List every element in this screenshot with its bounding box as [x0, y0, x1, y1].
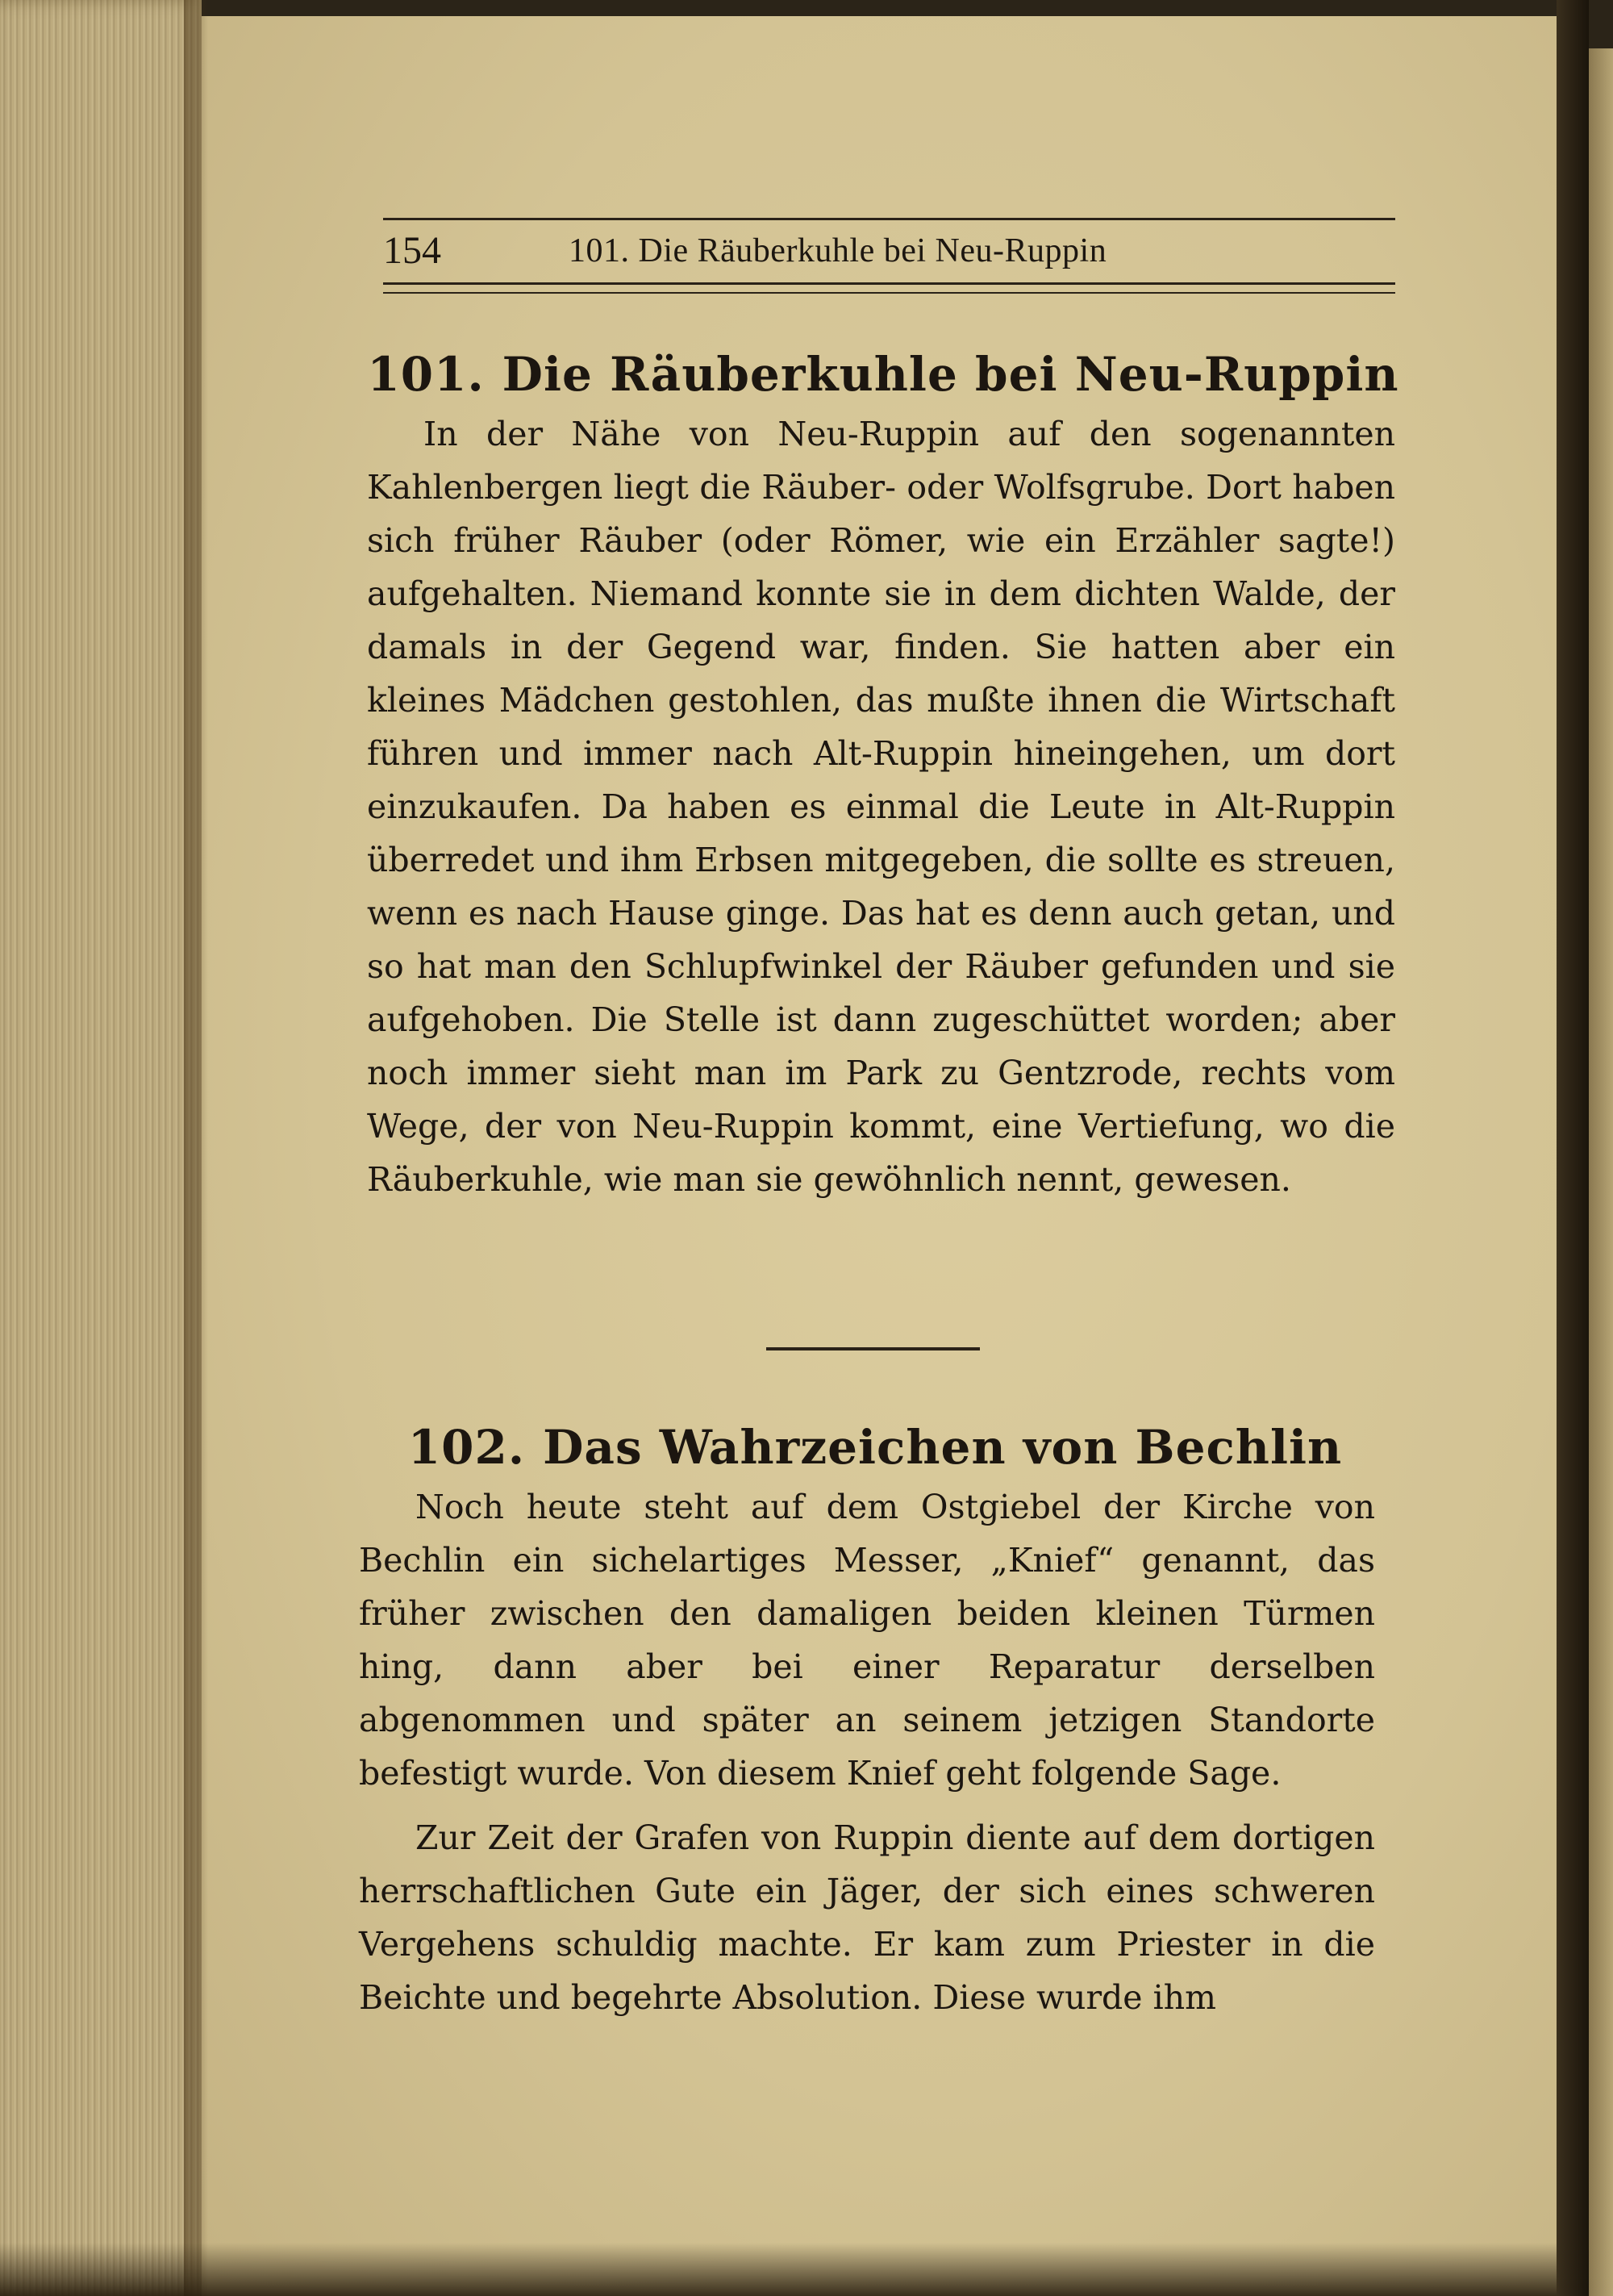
header-rule-top: [383, 218, 1395, 220]
gutter-shadow: [184, 0, 208, 2296]
header-rule-bottom: [383, 282, 1395, 285]
section-number: 101.: [367, 347, 485, 402]
section-101-paragraph: In der Nähe von Neu-Ruppin auf den sogenannten Kahlenbergen liegt die Räuber- oder Wolfsgrube. Dort haben sich früher Räuber (oder Römer, wie ein Erzähler sagte!) aufgehalten. Niemand konnte sie in dem dichten Walde, der damals in der Gegend war, finden. Sie hatten aber ein kleines Mädchen gestohlen, das mußte ihnen die Wirtschaft führen und immer nach Alt-Ruppin hineingehen, um dort einzukaufen. Da haben es einmal die Leute in Alt-Ruppin überredet und ihm Erbsen mitgegeben, die sollte es streuen, wenn es nach Hause ginge. Das hat es denn auch getan, und so hat man den Schlupfwinkel der Räuber gefunden und sie aufgehoben. Die Stelle ist dann zugeschüttet worden; aber noch immer sieht man im Park zu Gentzrode, rechts vom Wege, der von Neu-Ruppin kommt, eine Vertiefung, wo die Räuberkuhle, wie man sie gewöhnlich nennt, gewesen.: [367, 415, 1395, 1199]
book-binding: [1557, 0, 1589, 2296]
section-102-paragraph-1: Noch heute steht auf dem Ostgiebel der Kirche von Bechlin ein sichelartiges Messer, „Knief“ genannt, das früher zwischen den damaligen beiden kleinen Türmen hing, dann aber bei einer Reparatur derselben abgenommen und später an seinem jetzigen Standorte befestigt wurde. Von diesem Knief geht folgende Sage.: [359, 1488, 1375, 1793]
facing-page-edge: [1589, 48, 1613, 2296]
section-heading: Die Räuberkuhle bei Neu-Ruppin: [502, 347, 1399, 402]
section-divider: [766, 1347, 980, 1350]
page-number: 154: [383, 229, 441, 272]
page-header: [383, 222, 1395, 280]
page-stack-edge: [0, 0, 202, 2296]
section-title-101: [363, 347, 1403, 402]
section-number: 102.: [407, 1420, 526, 1475]
section-heading: Das Wahrzeichen von Bechlin: [543, 1420, 1343, 1475]
running-head: 101. Die Räuberkuhle bei Neu-Ruppin: [569, 232, 1107, 269]
header-rule-bottom-thin: [383, 292, 1395, 294]
section-102-paragraph-2: Zur Zeit der Grafen von Ruppin diente auf dem dortigen herrschaftlichen Gute ein Jäger, der sich eines schweren Vergehens schuldig machte. Er kam zum Priester in die Beichte und begehrte Absolution. Diese wurde ihm: [359, 1818, 1375, 2017]
section-title-102: [355, 1420, 1395, 1475]
bottom-shadow: [0, 2243, 1557, 2296]
